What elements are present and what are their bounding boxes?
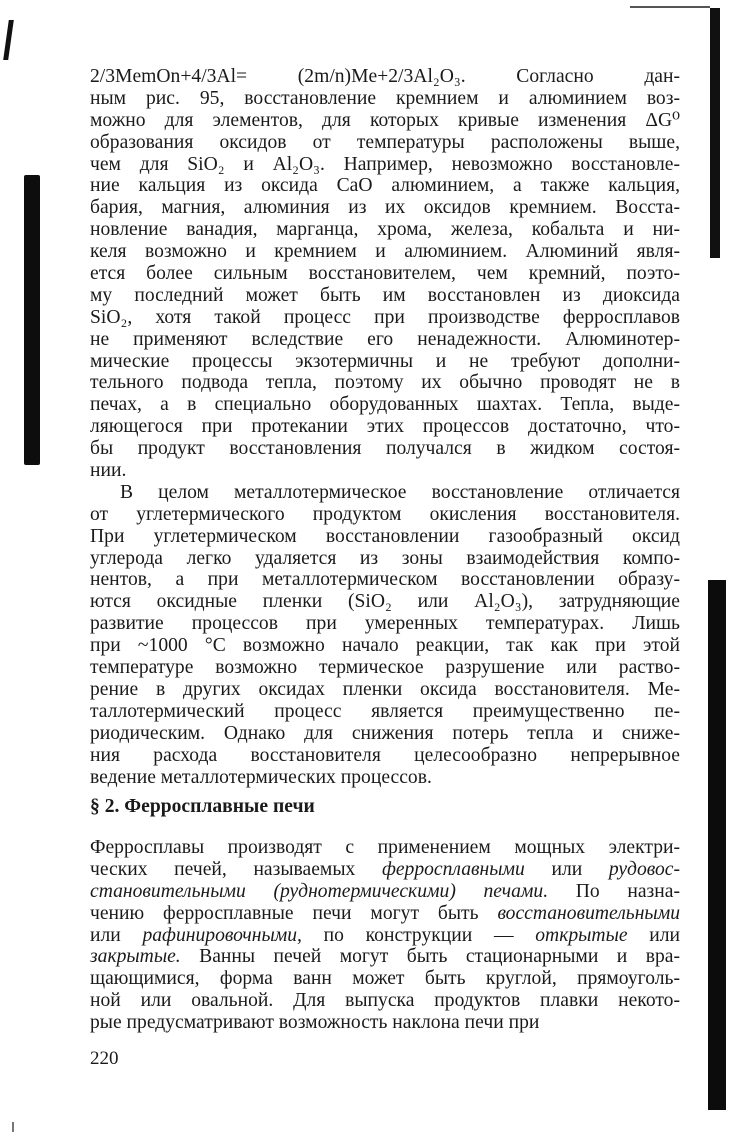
text-run: ной или овальной. Для выпуска продуктов плавки некото- bbox=[90, 990, 680, 1012]
text-line: тельного подвода тепла, поэтому их обычно проводят не в bbox=[90, 372, 680, 394]
scan-artifact-top-left bbox=[3, 20, 14, 60]
text-line: при ~1000 °C возможно начало реакции, так как при этой bbox=[90, 635, 680, 657]
text-line: ются оксидные пленки (SiO₂ или Al₂O₃), затрудняющие bbox=[90, 591, 680, 613]
text-line: бария, магния, алюминия из их оксидов кремнием. Восста- bbox=[90, 197, 680, 219]
italic-term: ферросплавными bbox=[381, 858, 525, 880]
text-line: SiO₂, хотя такой процесс при производстве ферросплавов bbox=[90, 306, 680, 328]
text-line: не применяют вследствие его ненадежности. Алюминотер- bbox=[90, 328, 680, 350]
text-line: риодическим. Однако для снижения потерь тепла и сниже- bbox=[90, 722, 680, 744]
text-line bbox=[90, 968, 680, 990]
text-run: по конструкции — bbox=[301, 924, 536, 946]
scan-artifact-left-bar bbox=[24, 175, 40, 465]
text-line: ным рис. 95, восстановление кремнием и алюминием воз- bbox=[90, 87, 680, 109]
text-line: углерода легко удаляется из зоны взаимодействия компо- bbox=[90, 547, 680, 569]
scan-artifact-top-right-bar bbox=[710, 8, 720, 258]
text-line: нии. bbox=[90, 460, 127, 482]
text-line bbox=[90, 859, 680, 881]
text-line: му последний может быть им восстановлен из диоксида bbox=[90, 284, 680, 306]
text-line: нентов, а при металлотермическом восстановлении образу- bbox=[90, 569, 680, 591]
text-line bbox=[90, 990, 680, 1012]
text-line: ведение металлотермических процессов. bbox=[90, 766, 432, 788]
text-line: ние кальция из оксида CaO алюминием, а также кальция, bbox=[90, 175, 680, 197]
text-line: новление ванадия, марганца, хрома, железа, кобальта и ни- bbox=[90, 219, 680, 241]
text-line: температуре возможно термическое разрушение или раство- bbox=[90, 657, 680, 679]
text-line: таллотермический процесс является преимущественно пе- bbox=[90, 700, 680, 722]
text-line: можно для элементов, для которых кривые изменения ΔG⁰ bbox=[90, 109, 680, 131]
text-run: ческих печей, называемых bbox=[90, 858, 382, 880]
text-line: рение в других оксидах пленки оксида восстановителя. Ме- bbox=[90, 678, 680, 700]
text-run: чению ферросплавные печи могут быть bbox=[90, 902, 498, 924]
page-number: 220 bbox=[90, 1048, 119, 1069]
text-run: рые предусматривают возможность наклона печи при bbox=[90, 1012, 540, 1034]
text-line: развитие процессов при умеренных температурах. Лишь bbox=[90, 613, 680, 635]
text-line: ется более сильным восстановителем, чем кремний, поэто- bbox=[90, 263, 680, 285]
text-line: образования оксидов от температуры расположены выше, bbox=[90, 131, 680, 153]
italic-term: становительными (руднотермическими) печами. bbox=[90, 880, 549, 902]
scan-artifact-top-line bbox=[630, 6, 710, 8]
page-body bbox=[90, 66, 681, 1034]
italic-term: закрытые. bbox=[90, 946, 181, 968]
italic-term: открытые bbox=[535, 924, 628, 946]
text-run: или bbox=[90, 924, 143, 946]
scan-artifact-bottom-left bbox=[12, 1122, 14, 1132]
paragraph-1 bbox=[90, 66, 680, 482]
text-line bbox=[90, 925, 680, 947]
text-line: ния расхода восстановителя целесообразно непрерывное bbox=[90, 744, 680, 766]
text-line bbox=[90, 881, 680, 903]
text-line bbox=[90, 903, 680, 925]
text-run: щающимися, форма ванн может быть круглой, прямоуголь- bbox=[90, 968, 680, 990]
text-line: бы продукт восстановления получался в жидком состоя- bbox=[90, 438, 680, 460]
text-line: В целом металлотермическое восстановление отличается bbox=[120, 481, 680, 503]
text-line: келя возможно и кремнием и алюминием. Алюминий явля- bbox=[90, 241, 680, 263]
scan-artifact-right-bar bbox=[708, 580, 726, 1110]
text-line: от углетермического продуктом окисления восстановителя. bbox=[90, 503, 680, 525]
text-line: мические процессы экзотермичны и не требуют дополни- bbox=[90, 350, 680, 372]
text-run: Ванны печей могут быть стационарными и вра- bbox=[180, 946, 680, 968]
italic-term: восстановительными bbox=[497, 902, 680, 924]
text-run: или bbox=[524, 858, 609, 880]
paragraph-3 bbox=[90, 837, 680, 1034]
text-run: или bbox=[627, 924, 680, 946]
text-line: При углетермическом восстановлении газообразный оксид bbox=[90, 525, 680, 547]
text-line: ляющегося при протекании этих процессов достаточно, что- bbox=[90, 416, 680, 438]
section-heading: § 2. Ферросплавные печи bbox=[90, 796, 315, 817]
text-run: По назна- bbox=[548, 880, 680, 902]
text-line: чем для SiO₂ и Al₂O₃. Например, невозможно восстановле- bbox=[90, 153, 680, 175]
text-line bbox=[90, 1012, 680, 1034]
text-line: 2/3MemOn+4/3Al= (2m/n)Me+2/3Al₂O₃. Согласно дан- bbox=[90, 66, 680, 87]
text-line bbox=[90, 946, 680, 968]
text-run: Ферросплавы производят с применением мощных электри- bbox=[90, 837, 680, 858]
text-line: печах, а в специально оборудованных шахтах. Тепла, выде- bbox=[90, 394, 680, 416]
italic-term: рафинировочными, bbox=[142, 924, 302, 946]
text-line bbox=[90, 837, 680, 859]
italic-term: рудовос- bbox=[608, 858, 681, 880]
paragraph-2 bbox=[90, 482, 680, 788]
